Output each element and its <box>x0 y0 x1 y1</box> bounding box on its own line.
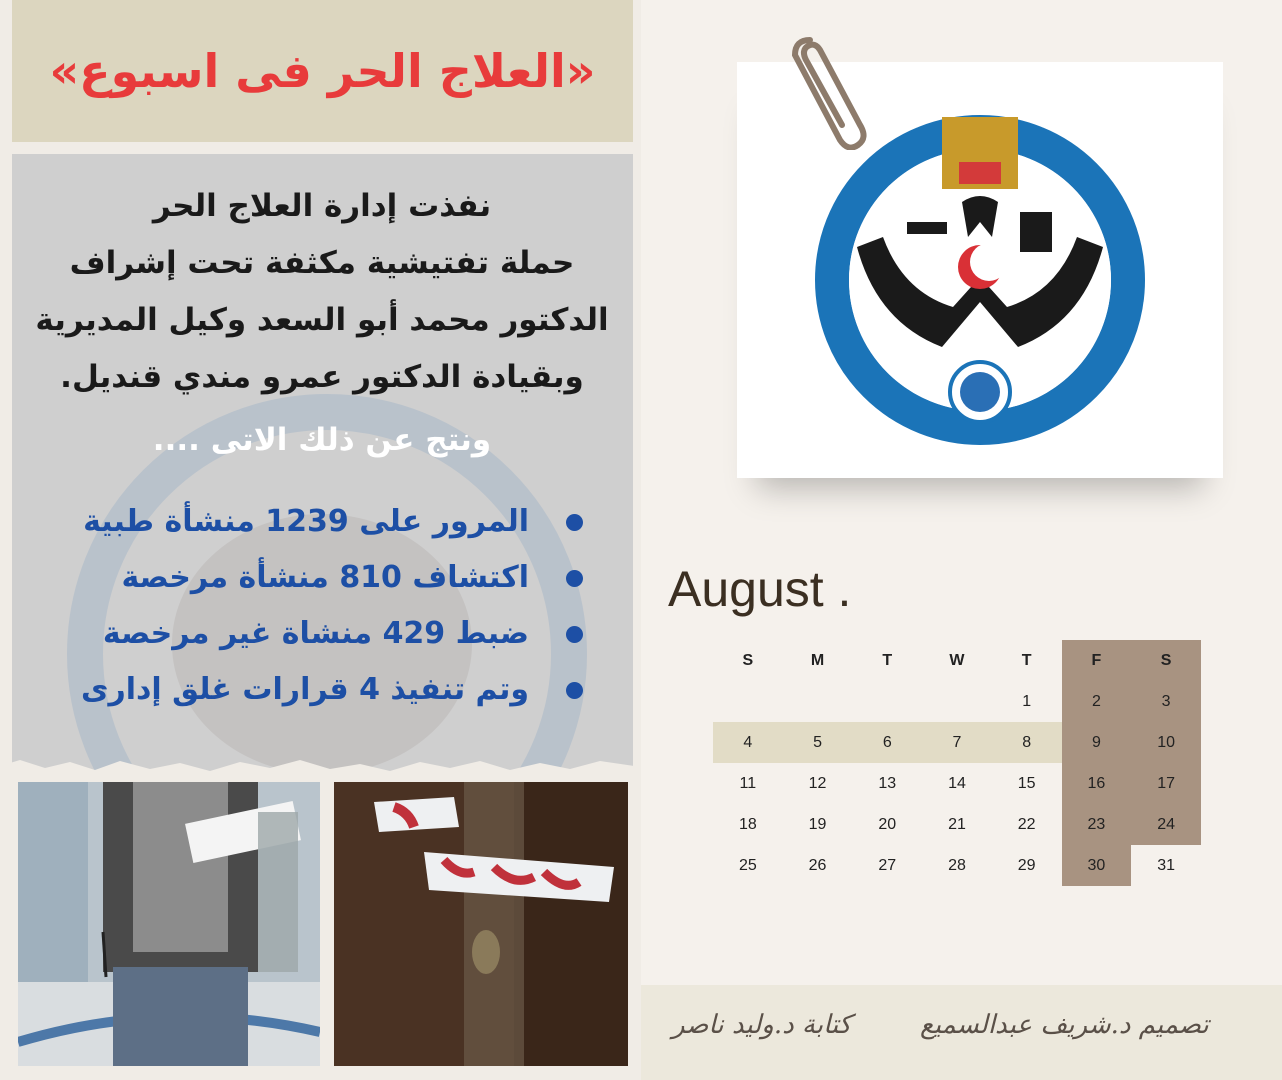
calendar-day: 16 <box>1087 774 1106 792</box>
weekday-header: T <box>1021 651 1032 669</box>
writing-credit: كتابة د.وليد ناصر <box>672 1010 852 1040</box>
calendar-day: 10 <box>1157 733 1176 751</box>
intro-line-2: حملة تفتيشية مكثفة تحت إشراف <box>69 245 575 281</box>
list-item-text: اكتشاف 810 منشأة مرخصة <box>121 560 529 595</box>
design-credit: تصميم د.شريف عبدالسميع <box>920 1010 1209 1040</box>
calendar-day: 15 <box>1017 774 1036 792</box>
calendar-grid <box>713 640 1201 886</box>
bullet-dot-icon <box>566 626 583 643</box>
list-item <box>63 606 583 662</box>
results-list <box>63 494 583 718</box>
intro-line-1: نفذت إدارة العلاج الحر <box>152 188 492 224</box>
calendar-day: 7 <box>952 733 962 751</box>
calendar-day: 3 <box>1161 692 1171 710</box>
weekday-header: F <box>1091 651 1102 669</box>
list-item <box>63 494 583 550</box>
bullet-dot-icon <box>566 570 583 587</box>
calendar-day: 24 <box>1157 815 1176 833</box>
list-item-text: وتم تنفيذ 4 قرارات غلق إدارى <box>80 672 529 707</box>
calendar-day: 8 <box>1022 733 1032 751</box>
calendar-day: 29 <box>1017 856 1036 874</box>
sealed-door-illustration <box>334 782 628 1066</box>
calendar-day: 14 <box>948 774 966 792</box>
inspector-photo <box>18 782 320 1066</box>
calendar-day: 12 <box>808 774 827 792</box>
calendar-day: 22 <box>1017 815 1036 833</box>
calendar-day: 1 <box>1022 692 1032 710</box>
list-item-text: المرور على 1239 منشأة طبية <box>83 504 529 539</box>
calendar-day: 9 <box>1091 733 1101 751</box>
intro-text <box>32 178 612 406</box>
sealed-door-photo <box>334 782 628 1066</box>
intro-line-4: وبقيادة الدكتور عمرو مندي قنديل. <box>60 359 584 395</box>
inspector-illustration <box>18 782 320 1066</box>
results-heading: ونتج عن ذلك الاتى .... <box>152 422 492 458</box>
content-box <box>12 154 633 774</box>
calendar-day: 30 <box>1087 856 1106 874</box>
calendar-day: 11 <box>739 774 757 792</box>
calendar-day: 21 <box>948 815 966 833</box>
calendar-day: 19 <box>808 815 827 833</box>
calendar-day: 17 <box>1157 774 1176 792</box>
calendar-day: 2 <box>1091 692 1101 710</box>
calendar-day: 28 <box>948 856 966 874</box>
page-title: «العلاج الحر فى اسبوع» <box>49 44 596 98</box>
list-item-text: ضبط 429 منشاة غير مرخصة <box>102 616 529 651</box>
calendar-day: 27 <box>878 856 897 874</box>
calendar-day: 26 <box>808 856 827 874</box>
month-title: August . <box>668 561 852 617</box>
intro-line-3: الدكتور محمد أبو السعد وكيل المديرية <box>35 302 609 338</box>
weekday-header: W <box>949 651 965 669</box>
calendar-day: 20 <box>878 815 897 833</box>
list-item <box>63 550 583 606</box>
calendar-day: 4 <box>743 733 753 751</box>
calendar-day: 13 <box>878 774 897 792</box>
calendar-day: 23 <box>1087 815 1106 833</box>
weekday-header: S <box>742 651 754 669</box>
weekday-header: M <box>810 651 825 669</box>
paper-clip-icon <box>780 30 870 150</box>
calendar-day: 6 <box>882 733 892 751</box>
calendar-day: 5 <box>813 733 822 751</box>
weekday-header: S <box>1160 651 1172 669</box>
list-item <box>63 662 583 718</box>
bullet-dot-icon <box>566 682 583 699</box>
title-banner <box>12 0 633 142</box>
bullet-dot-icon <box>566 514 583 531</box>
calendar-day: 25 <box>738 856 757 874</box>
weekday-header: T <box>882 651 893 669</box>
calendar-day: 31 <box>1157 856 1176 874</box>
calendar-day: 18 <box>738 815 757 833</box>
